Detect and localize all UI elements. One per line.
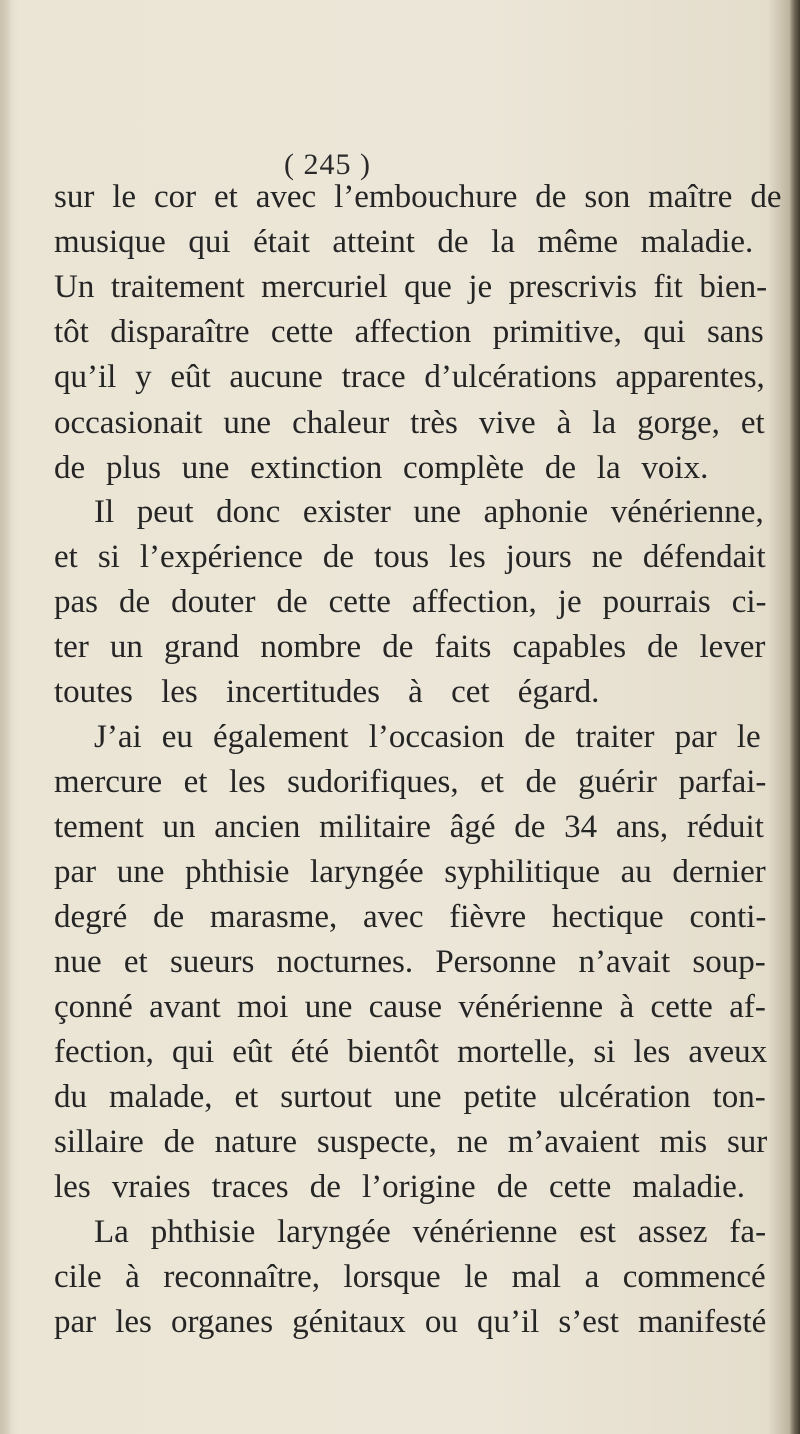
text-line: de plus une extinction complète de la voix.	[54, 450, 709, 486]
page-number: ( 245 )	[284, 148, 371, 181]
text-line: qu’il y eût aucune trace d’ulcérations apparentes,	[54, 359, 765, 395]
text-line: sillaire de nature suspecte, ne m’avaient mis sur	[54, 1124, 768, 1160]
text-line: fection, qui eût été bientôt mortelle, si les aveux	[54, 1034, 768, 1070]
text-line: et si l’expérience de tous les jours ne défendait	[54, 539, 766, 575]
text-line: pas de douter de cette affection, je pourrais ci-	[54, 584, 767, 620]
text-line: sur le cor et avec l’embouchure de son maître de	[54, 179, 782, 215]
text-line: Un traitement mercuriel que je prescrivis fit bien-	[54, 269, 768, 305]
text-line: par une phthisie laryngée syphilitique au dernier	[54, 854, 766, 890]
text-line: degré de marasme, avec fièvre hectique conti-	[54, 899, 767, 935]
text-line: Il peut donc exister une aphonie vénérienne,	[94, 494, 764, 530]
text-line: J’ai eu également l’occasion de traiter par le	[94, 719, 761, 755]
text-line: ter un grand nombre de faits capables de lever	[54, 629, 766, 665]
text-line: par les organes génitaux ou qu’il s’est manifesté	[54, 1304, 767, 1340]
text-line: çonné avant moi une cause vénérienne à cette af-	[54, 989, 766, 1025]
text-line: mercure et les sudorifiques, et de guérir parfai-	[54, 764, 767, 800]
text-line: nue et sueurs nocturnes. Personne n’avait soup-	[54, 944, 766, 980]
text-line: musique qui était atteint de la même maladie.	[54, 224, 754, 260]
text-line: tement un ancien militaire âgé de 34 ans, réduit	[54, 809, 764, 845]
text-line: occasionait une chaleur très vive à la gorge, et	[54, 405, 765, 441]
text-line: tôt disparaître cette affection primitive, qui sans	[54, 314, 764, 350]
text-line: toutes les incertitudes à cet égard.	[54, 674, 600, 710]
text-line: du malade, et surtout une petite ulcération ton-	[54, 1079, 766, 1115]
text-line: les vraies traces de l’origine de cette maladie.	[54, 1169, 746, 1205]
text-line: cile à reconnaître, lorsque le mal a commencé	[54, 1259, 766, 1295]
text-line: La phthisie laryngée vénérienne est assez fa-	[94, 1214, 767, 1250]
